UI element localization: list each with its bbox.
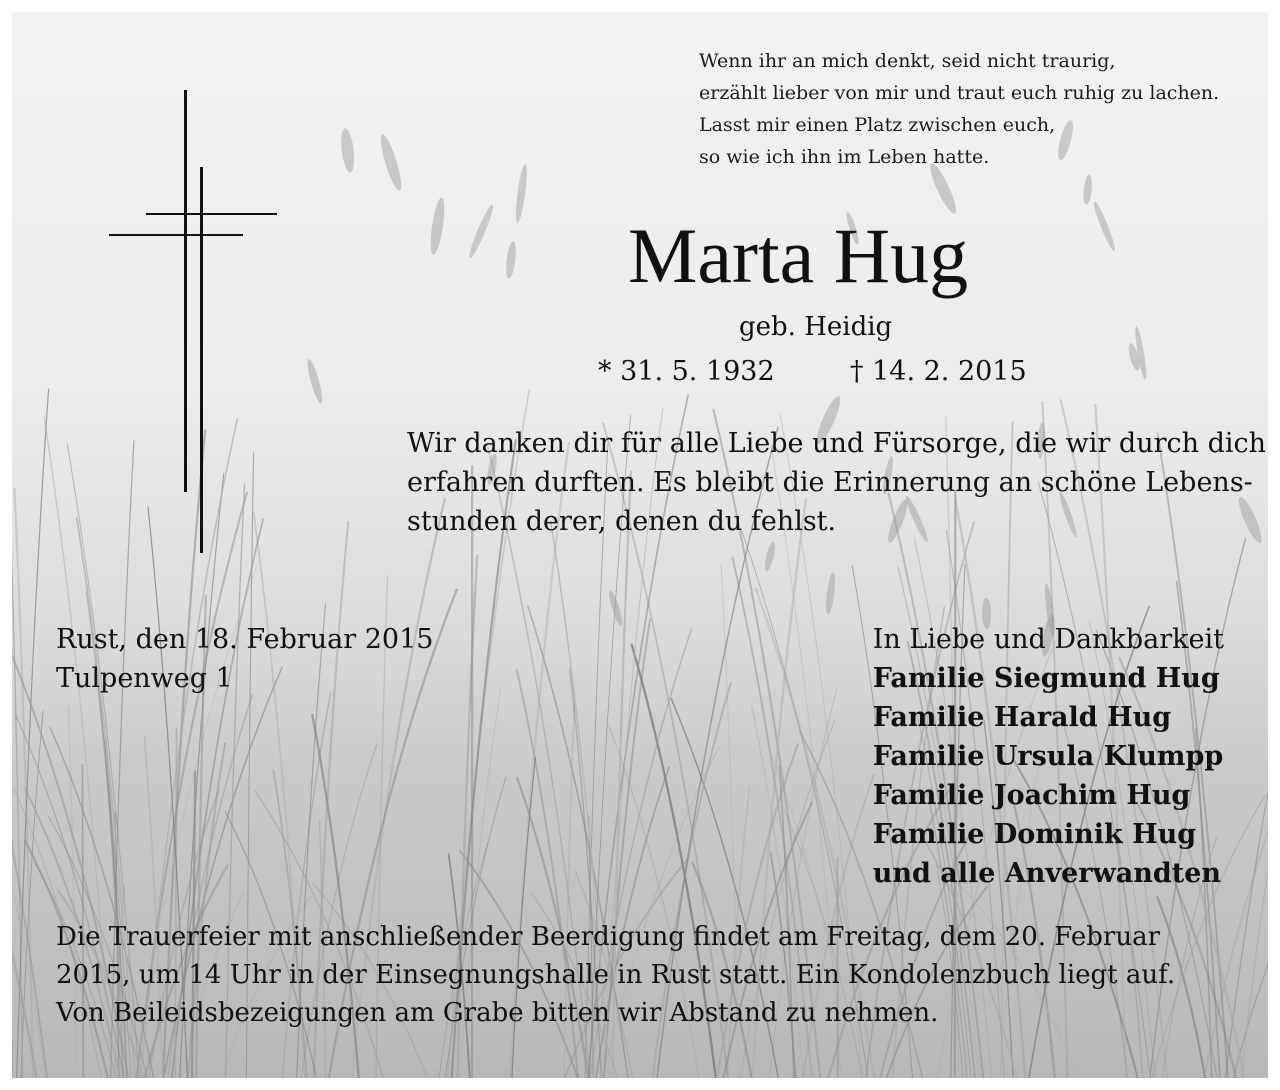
service-line: Die Trauerfeier mit anschließender Beerdigung findet am Freitag, dem 20. Februar bbox=[56, 922, 1161, 952]
service-details bbox=[56, 918, 1224, 1032]
thanks-line: erfahren durften. Es bleibt die Erinnerung an schöne Lebens- bbox=[407, 467, 1253, 498]
mourners-list bbox=[873, 620, 1224, 893]
family-name: Familie Dominik Hug bbox=[872, 819, 1197, 850]
family-name: Familie Harald Hug bbox=[872, 702, 1172, 733]
birth-date: * 31. 5. 1932 bbox=[598, 356, 775, 387]
thanks-line: stunden derer, denen du fehlst. bbox=[407, 506, 837, 537]
family-name: Familie Joachim Hug bbox=[872, 780, 1191, 811]
poem-line: Wenn ihr an mich denkt, seid nicht traurig, bbox=[699, 50, 1116, 72]
poem-line: erzählt lieber von mir und traut euch ruhig zu lachen. bbox=[699, 82, 1220, 104]
family-name: und alle Anverwandten bbox=[872, 858, 1222, 889]
poem bbox=[699, 45, 1219, 173]
date-line: Rust, den 18. Februar 2015 bbox=[56, 624, 434, 655]
service-line: Von Beileidsbezeigungen am Grabe bitten wir Abstand zu nehmen. bbox=[56, 998, 939, 1028]
deceased-name: Marta Hug bbox=[628, 212, 969, 299]
family-name: Familie Siegmund Hug bbox=[872, 663, 1220, 694]
obituary-notice bbox=[12, 12, 1268, 1078]
mourners-intro: In Liebe und Dankbarkeit bbox=[872, 624, 1224, 655]
address: Tulpenweg 1 bbox=[56, 663, 233, 694]
service-line: 2015, um 14 Uhr in der Einsegnungshalle in Rust statt. Ein Kondolenzbuch liegt auf. bbox=[56, 960, 1176, 990]
place-and-date bbox=[56, 620, 433, 698]
family-name: Familie Ursula Klumpp bbox=[872, 741, 1224, 772]
poem-line: so wie ich ihn im Leben hatte. bbox=[699, 146, 990, 168]
death-date: † 14. 2. 2015 bbox=[850, 356, 1027, 387]
thanks-text bbox=[407, 424, 1267, 541]
poem-line: Lasst mir einen Platz zwischen euch, bbox=[699, 114, 1056, 136]
thanks-line: Wir danken dir für alle Liebe und Fürsorge, die wir durch dich bbox=[407, 428, 1267, 459]
maiden-name: geb. Heidig bbox=[739, 312, 893, 342]
